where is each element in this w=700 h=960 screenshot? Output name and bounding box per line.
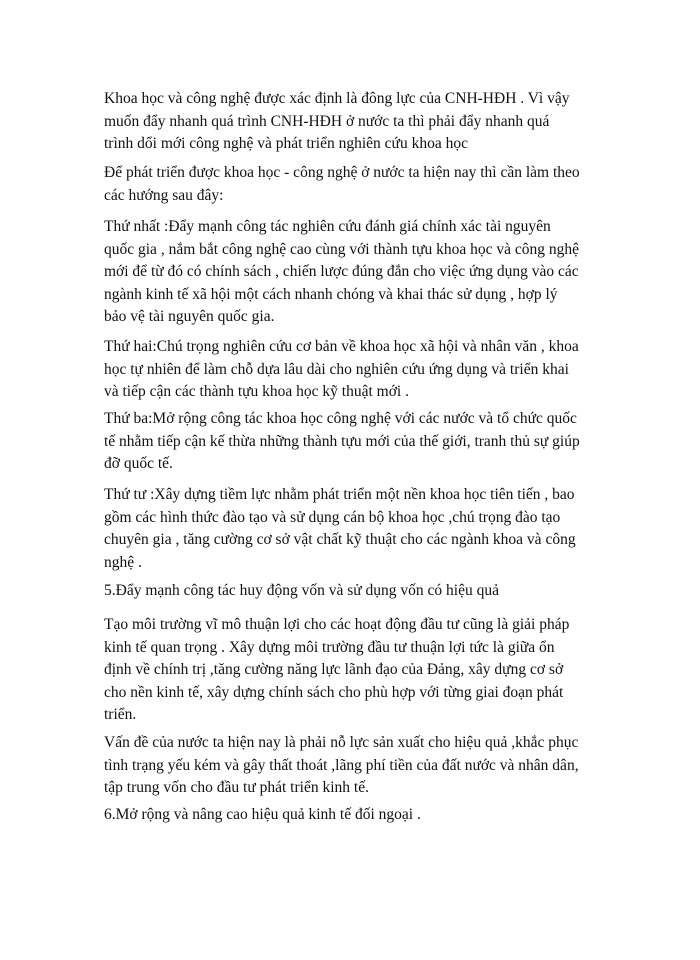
text-line: 5.Đẩy mạnh công tác huy động vốn và sử dụng vốn có hiệu quả bbox=[104, 582, 499, 599]
text-line: Vấn đề của nước ta hiện nay là phải nỗ lực sản xuất cho hiệu quả ,khắc phục bbox=[104, 734, 579, 751]
text-line: cho nền kinh tế, xây dựng chính sách cho phù hợp với từng giai đoạn phát bbox=[104, 683, 564, 701]
text-line: học tự nhiên để làm chỗ dựa lâu dài cho nghiên cứu ứng dụng và triển khai bbox=[104, 360, 569, 378]
text-line: và tiếp cận các thành tựu khoa học kỹ thuật mới . bbox=[104, 383, 409, 400]
text-line: triển. bbox=[104, 706, 137, 723]
paragraph-investment-environment bbox=[104, 614, 604, 727]
section-heading-6 bbox=[104, 804, 604, 827]
paragraph-first bbox=[104, 216, 604, 329]
text-line: tập trung vốn cho đầu tư phát triển kinh tế. bbox=[104, 779, 369, 796]
text-line: gồm các hình thức đào tạo và sử dụng cán bộ khoa học ,chú trọng đào tạo bbox=[104, 508, 561, 526]
paragraph-intro bbox=[104, 88, 604, 156]
text-line: muốn đẩy nhanh quá trình CNH-HĐH ở nước ta thì phải đẩy nhanh quá bbox=[104, 112, 550, 130]
text-line: Thứ ba:Mở rộng công tác khoa học công nghệ với các nước và tổ chức quốc bbox=[104, 410, 577, 427]
text-line: 6.Mở rộng và nâng cao hiệu quả kinh tế đối ngoại . bbox=[104, 806, 421, 823]
text-line: đỡ quốc tế. bbox=[104, 455, 173, 472]
section-heading-5 bbox=[104, 580, 604, 603]
text-line: Để phát triển được khoa học - công nghệ ở nước ta hiện nay thì cần làm theo bbox=[104, 164, 580, 181]
paragraph-directions bbox=[104, 162, 604, 207]
text-line: trình dổi mới công nghệ và phát triển nghiên cứu khoa học bbox=[104, 135, 468, 152]
text-line: chuyên gia , tăng cường cơ sở vật chất kỹ thuật cho các ngành khoa và công bbox=[104, 531, 576, 548]
text-line: Thứ tư :Xây dựng tiềm lực nhằm phát triển một nền khoa học tiên tiến , bao bbox=[104, 486, 575, 503]
text-line: tình trạng yếu kém và gây thất thoát ,lãng phí tiền của đất nước và nhân dân, bbox=[104, 756, 579, 774]
text-line: Khoa học và công nghệ được xác định là đông lực của CNH-HĐH . Vì vậy bbox=[104, 90, 570, 107]
text-line: kinh tế quan trọng . Xây dựng môi trường đầu tư thuận lợi tức là giữa ổn bbox=[104, 638, 555, 656]
text-line: định về chính trị ,tăng cường năng lực lãnh đạo của Đảng, xây dựng cơ sở bbox=[104, 661, 564, 678]
text-line: ngành kinh tế xã hội một cách nhanh chóng và khai thác sử dụng , hợp lý bbox=[104, 285, 558, 303]
text-line: các hướng sau đây: bbox=[104, 186, 224, 204]
paragraph-second bbox=[104, 336, 604, 404]
text-line: nghệ . bbox=[104, 553, 142, 571]
text-line: tế nhằm tiếp cận kế thừa những thành tựu mới của thế giới, tranh thủ sự giúp bbox=[104, 432, 580, 450]
text-line: quốc gia , nắm bắt công nghệ cao cùng với thành tựu khoa học và công nghệ bbox=[104, 240, 580, 258]
text-line: Thứ hai:Chú trọng nghiên cứu cơ bản về khoa học xã hội và nhân văn , khoa bbox=[104, 338, 579, 355]
paragraph-current-issue bbox=[104, 732, 604, 800]
paragraph-fourth bbox=[104, 484, 604, 574]
paragraph-third bbox=[104, 408, 604, 476]
text-line: mới để từ đó có chính sách , chiến lược đúng đắn cho việc ứng dụng vào các bbox=[104, 263, 579, 280]
text-line: Thứ nhất :Đẩy mạnh công tác nghiên cứu đánh giá chính xác tài nguyên bbox=[104, 218, 551, 235]
text-line: bảo vệ tài nguyên quốc gia. bbox=[104, 308, 275, 325]
text-line: Tạo môi trường vĩ mô thuận lợi cho các hoạt động đầu tư cũng là giải pháp bbox=[104, 616, 570, 633]
